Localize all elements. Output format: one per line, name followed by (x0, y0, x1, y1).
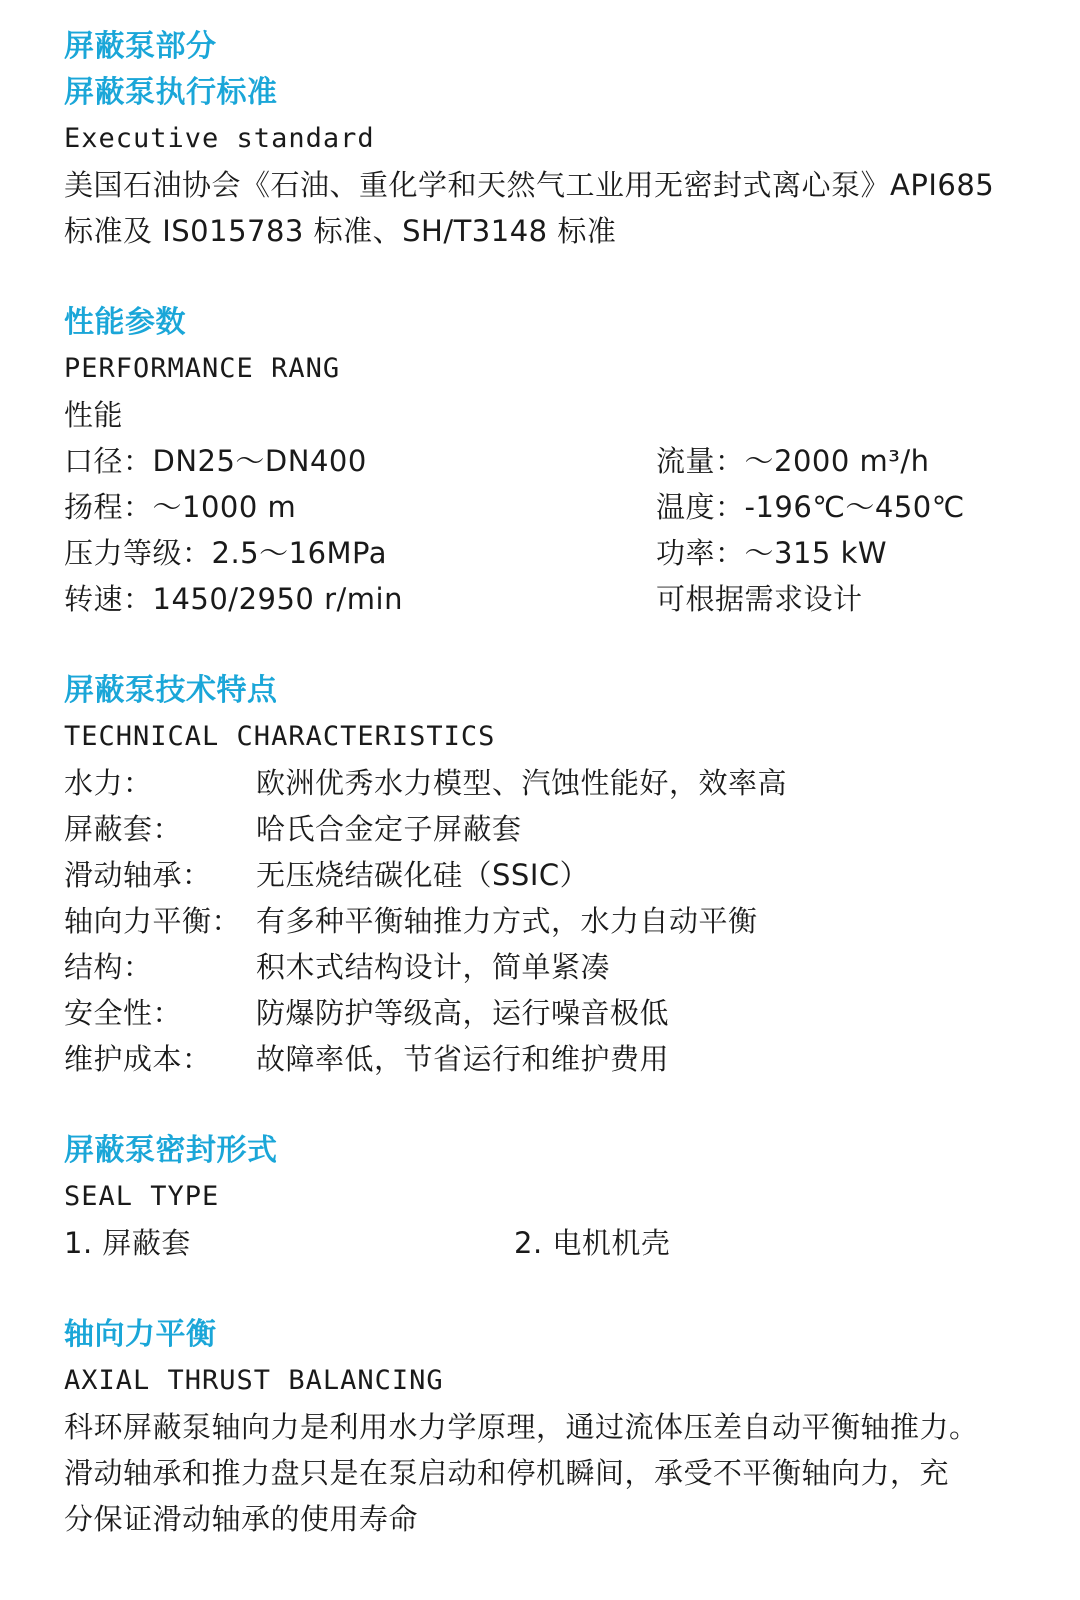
axial-text-line-1: 科环屏蔽泵轴向力是利用水力学原理，通过流体压差自动平衡轴推力。 (64, 1410, 979, 1444)
standard-text-line-1: 美国石油协会《石油、重化学和天然气工业用无密封式离心泵》API685 (64, 168, 995, 202)
seal-item-2: 2. 电机机壳 (514, 1226, 671, 1260)
performance-row (64, 530, 1080, 576)
performance-heading: 性能参数 (64, 305, 186, 340)
performance-param-pressure: 压力等级：2.5～16MPa (64, 536, 387, 570)
axial-subtitle: AXIAL THRUST BALANCING (64, 1365, 444, 1396)
technical-item-value: 故障率低，节省运行和维护费用 (256, 1042, 670, 1076)
technical-item-value: 防爆防护等级高，运行噪音极低 (256, 996, 670, 1030)
technical-item-value: 无压烧结碳化硅（SSIC） (256, 858, 590, 892)
technical-item-value: 欧洲优秀水力模型、汽蚀性能好，效率高 (256, 766, 788, 800)
technical-item (64, 806, 1080, 852)
seal-heading: 屏蔽泵密封形式 (64, 1133, 278, 1168)
performance-row (64, 484, 1080, 530)
standard-heading: 屏蔽泵执行标准 (64, 75, 278, 110)
standard-text-line-2: 标准及 IS015783 标准、SH/T3148 标准 (64, 214, 617, 248)
technical-item (64, 852, 1080, 898)
technical-item (64, 760, 1080, 806)
seal-item-1: 1. 屏蔽套 (64, 1226, 191, 1260)
technical-item (64, 1036, 1080, 1082)
performance-subtitle: PERFORMANCE RANG (64, 353, 341, 384)
performance-subheading: 性能 (64, 398, 124, 432)
seal-subtitle: SEAL TYPE (64, 1181, 220, 1212)
technical-item-key: 滑动轴承： (64, 858, 212, 892)
axial-text-line-2: 滑动轴承和推力盘只是在泵启动和停机瞬间，承受不平衡轴向力，充 (64, 1456, 950, 1490)
technical-item-value: 积木式结构设计，简单紧凑 (256, 950, 611, 984)
technical-subtitle: TECHNICAL CHARACTERISTICS (64, 721, 496, 752)
technical-item-key: 维护成本： (64, 1042, 212, 1076)
technical-item (64, 944, 1080, 990)
section-title-pump: 屏蔽泵部分 (64, 29, 217, 64)
performance-param-temperature: 温度：-196℃～450℃ (656, 490, 965, 524)
spacer (64, 622, 1080, 668)
performance-param-speed: 转速：1450/2950 r/min (64, 582, 403, 616)
technical-item-key: 屏蔽套： (64, 812, 183, 846)
technical-item-key: 轴向力平衡： (64, 904, 242, 938)
technical-item-key: 安全性： (64, 996, 183, 1030)
technical-heading: 屏蔽泵技术特点 (64, 673, 278, 708)
axial-heading: 轴向力平衡 (64, 1317, 217, 1352)
performance-param-head: 扬程：～1000 m (64, 490, 297, 524)
technical-item-value: 有多种平衡轴推力方式，水力自动平衡 (256, 904, 758, 938)
performance-param-custom: 可根据需求设计 (656, 582, 863, 616)
technical-item-key: 水力： (64, 766, 153, 800)
performance-row (64, 438, 1080, 484)
technical-item-key: 结构： (64, 950, 153, 984)
technical-item (64, 898, 1080, 944)
spacer (64, 1266, 1080, 1312)
performance-param-power: 功率：～315 kW (656, 536, 888, 570)
axial-text-line-3: 分保证滑动轴承的使用寿命 (64, 1502, 419, 1536)
technical-item-value: 哈氏合金定子屏蔽套 (256, 812, 522, 846)
spacer (64, 1082, 1080, 1128)
spacer (64, 254, 1080, 300)
performance-param-flow: 流量：～2000 m³/h (656, 444, 930, 478)
technical-item (64, 990, 1080, 1036)
seal-items (64, 1220, 1080, 1266)
performance-param-diameter: 口径：DN25～DN400 (64, 444, 367, 478)
standard-subtitle: Executive standard (64, 123, 375, 154)
performance-row (64, 576, 1080, 622)
